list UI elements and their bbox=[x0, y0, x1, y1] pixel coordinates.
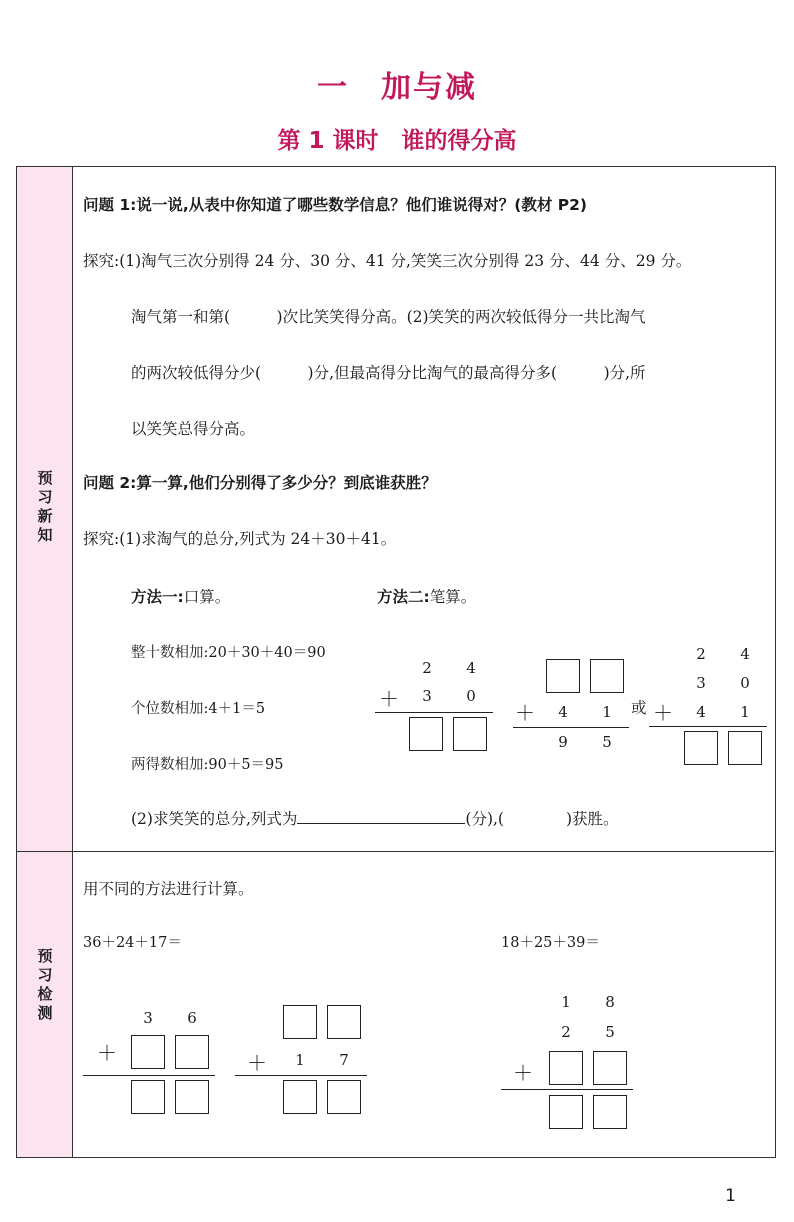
lesson-title: 第 1 课时 谁的得分高 bbox=[277, 128, 517, 154]
c3-sum-line bbox=[649, 726, 767, 727]
step-tens: 整十数相加:20＋30＋40＝90 bbox=[131, 645, 326, 661]
ca-add-ones-box[interactable] bbox=[175, 1035, 209, 1069]
q1-title: 问题 1:说一说,从表中你知道了哪些数学信息？他们谁说得对？(教材 P2) bbox=[83, 196, 587, 214]
q2-part2-prefix: (2)求笑笑的总分,列式为 bbox=[131, 810, 298, 828]
q2-part2 bbox=[131, 807, 619, 829]
cc-sum-line bbox=[501, 1089, 633, 1090]
q1-line2: 淘气第一和第( )次比笑笑得分高。(2)笑笑的两次较低得分一共比淘气 bbox=[131, 308, 646, 326]
c1-plus-sign: ＋ bbox=[379, 687, 399, 711]
cc-plus-sign: ＋ bbox=[513, 1061, 533, 1085]
cb-answer-tens-box[interactable] bbox=[283, 1080, 317, 1114]
worksheet-frame bbox=[16, 166, 776, 1158]
q2-line1: 探究:(1)求淘气的总分,列式为 24＋30＋41。 bbox=[83, 530, 397, 548]
c1-add-tens: 3 bbox=[422, 687, 432, 705]
c2-result-ones: 5 bbox=[602, 733, 612, 751]
page-number: 1 bbox=[725, 1186, 736, 1206]
method2-text: 笔算。 bbox=[429, 588, 477, 606]
cc-r1-tens: 1 bbox=[561, 993, 571, 1011]
expression-blank[interactable] bbox=[297, 809, 465, 824]
c3-r3-ones: 1 bbox=[740, 703, 750, 721]
method2-label: 方法二: bbox=[377, 588, 430, 606]
cb-answer-ones-box[interactable] bbox=[327, 1080, 361, 1114]
c3-answer-ones-box[interactable] bbox=[728, 731, 762, 765]
cc-add-ones-box[interactable] bbox=[593, 1051, 627, 1085]
cb-top-ones-box[interactable] bbox=[327, 1005, 361, 1039]
c1-answer-ones-box[interactable] bbox=[453, 717, 487, 751]
c2-top-ones-box[interactable] bbox=[590, 659, 624, 693]
c3-r1-tens: 2 bbox=[696, 645, 706, 663]
chapter-title: 一 加与减 bbox=[317, 70, 477, 105]
ca-answer-tens-box[interactable] bbox=[131, 1080, 165, 1114]
cc-r2-tens: 2 bbox=[561, 1023, 571, 1041]
ca-plus-sign: ＋ bbox=[97, 1041, 117, 1065]
check-section-label: 预习检测 bbox=[37, 947, 53, 1022]
q1-line3: 的两次较低得分少( )分,但最高得分比淘气的最高得分多( )分,所 bbox=[131, 364, 646, 382]
c2-add-tens: 4 bbox=[558, 703, 568, 721]
c3-r1-ones: 4 bbox=[740, 645, 750, 663]
cc-add-tens-box[interactable] bbox=[549, 1051, 583, 1085]
ca-sum-line bbox=[83, 1075, 215, 1076]
ca-top-ones: 6 bbox=[187, 1009, 197, 1027]
c1-top-tens: 2 bbox=[422, 659, 432, 677]
check-label-cell bbox=[17, 851, 73, 1157]
step-ones: 个位数相加:4＋1＝5 bbox=[131, 701, 266, 717]
ca-add-tens-box[interactable] bbox=[131, 1035, 165, 1069]
c2-result-tens: 9 bbox=[558, 733, 568, 751]
cb-top-tens-box[interactable] bbox=[283, 1005, 317, 1039]
ca-answer-ones-box[interactable] bbox=[175, 1080, 209, 1114]
c2-plus-sign: ＋ bbox=[515, 701, 535, 725]
method1 bbox=[131, 585, 230, 607]
method2 bbox=[377, 585, 476, 607]
preview-section-label: 预习新知 bbox=[37, 469, 53, 544]
check-expr2: 18＋25＋39＝ bbox=[501, 935, 600, 951]
c3-plus-sign: ＋ bbox=[653, 701, 673, 725]
cb-add-tens: 1 bbox=[295, 1051, 305, 1069]
c3-r2-ones: 0 bbox=[740, 674, 750, 692]
c3-answer-tens-box[interactable] bbox=[684, 731, 718, 765]
check-instruction: 用不同的方法进行计算。 bbox=[83, 880, 254, 898]
q1-line4: 以笑笑总得分高。 bbox=[131, 420, 256, 438]
ca-top-tens: 3 bbox=[143, 1009, 153, 1027]
cb-add-ones: 7 bbox=[339, 1051, 349, 1069]
section-divider bbox=[17, 851, 774, 852]
cc-answer-tens-box[interactable] bbox=[549, 1095, 583, 1129]
cb-plus-sign: ＋ bbox=[247, 1051, 267, 1075]
method1-label: 方法一: bbox=[131, 588, 184, 606]
q2-title: 问题 2:算一算,他们分别得了多少分？到底谁获胜？ bbox=[83, 474, 437, 492]
q2-part2-suffix: (分),( )获胜。 bbox=[465, 810, 619, 828]
c1-add-ones: 0 bbox=[466, 687, 476, 705]
preview-label-cell bbox=[17, 167, 73, 851]
method1-text: 口算。 bbox=[183, 588, 231, 606]
c1-answer-tens-box[interactable] bbox=[409, 717, 443, 751]
q1-line1: 探究:(1)淘气三次分别得 24 分、30 分、41 分,笑笑三次分别得 23 分、44 分、29 分。 bbox=[83, 252, 692, 270]
cb-sum-line bbox=[235, 1075, 367, 1076]
cc-answer-ones-box[interactable] bbox=[593, 1095, 627, 1129]
step-sum: 两得数相加:90＋5＝95 bbox=[131, 757, 284, 773]
c3-r2-tens: 3 bbox=[696, 674, 706, 692]
c2-top-tens-box[interactable] bbox=[546, 659, 580, 693]
cc-r2-ones: 5 bbox=[605, 1023, 615, 1041]
c1-top-ones: 4 bbox=[466, 659, 476, 677]
c2-add-ones: 1 bbox=[602, 703, 612, 721]
c3-r3-tens: 4 bbox=[696, 703, 706, 721]
c2-sum-line bbox=[513, 727, 629, 728]
check-expr1: 36＋24＋17＝ bbox=[83, 935, 182, 951]
or-label: 或 bbox=[631, 699, 647, 717]
c1-sum-line bbox=[375, 712, 493, 713]
cc-r1-ones: 8 bbox=[605, 993, 615, 1011]
